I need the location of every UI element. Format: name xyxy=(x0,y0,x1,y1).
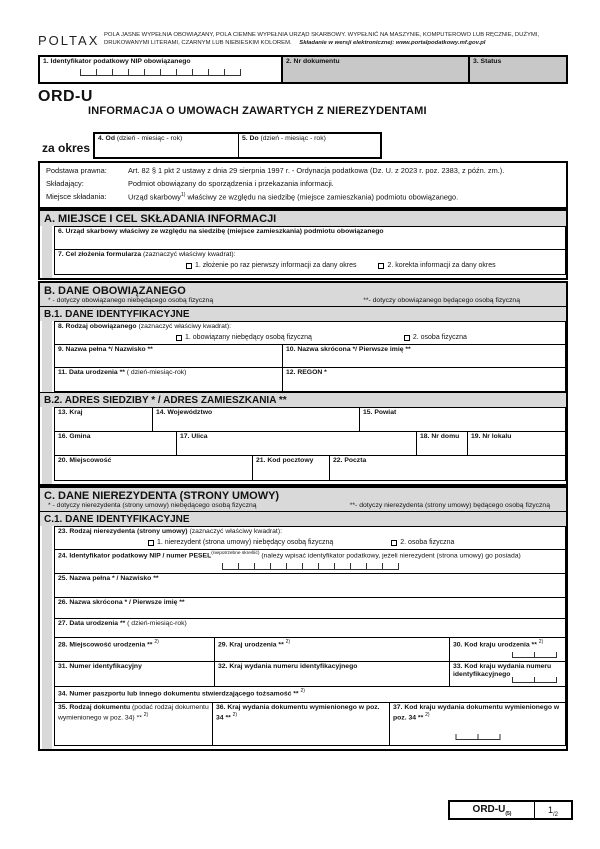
field-33-label: 33. Kod kraju wydania numeru identyfikacyjnego xyxy=(453,663,552,679)
field-19-nr-lokalu[interactable] xyxy=(468,431,566,456)
section-c-title: C. DANE NIEREZYDENTA (STRONY UMOWY) xyxy=(40,488,566,502)
country-code-ruler[interactable] xyxy=(512,677,557,683)
field-7-option-1: 1. złożenie po raz pierwszy informacji za dany okres xyxy=(195,262,357,270)
field-29-label: 29. Kraj urodzenia ** xyxy=(218,641,286,649)
field-35-note: (podać rodzaj dokumentu wymienionego w poz. 34) ** xyxy=(58,704,209,722)
country-code-ruler[interactable] xyxy=(512,652,557,658)
checkbox-23-1[interactable] xyxy=(148,540,154,546)
footnote-2-ref: 2) xyxy=(538,639,544,645)
nip-digit-ruler[interactable] xyxy=(80,69,241,76)
footer-form-code xyxy=(450,802,534,818)
footer-version-table xyxy=(448,800,573,820)
field-36-label: 36. Kraj wydania dokumentu wymienionego w poz. 34 ** xyxy=(216,704,380,722)
field-21-label: 21. Kod pocztowy xyxy=(256,457,314,464)
notice-line2-text: DRUKOWANYMI LITERAMI, CZARNYM LUB NIEBIESKIM KOLOREM. xyxy=(104,40,292,47)
field-37-kod-kraju-wydania-dokumentu[interactable] xyxy=(390,702,566,746)
field-17-ulica[interactable] xyxy=(177,431,417,456)
field-5-label: 5. Do xyxy=(242,135,259,142)
checkbox-23-2[interactable] xyxy=(391,540,397,546)
section-c xyxy=(38,486,568,751)
field-32-label: 32. Kraj wydania numeru identyfikacyjnego xyxy=(218,663,358,670)
field-24-nip-pesel[interactable] xyxy=(54,549,566,574)
field-17-label: 17. Ulica xyxy=(180,433,208,440)
field-18-label: 18. Nr domu xyxy=(420,433,460,440)
section-b-title: B. DANE OBOWIĄZANEGO xyxy=(40,283,566,297)
field-27-data-urodzenia[interactable] xyxy=(54,618,566,638)
field-23-label: 23. Rodzaj nierezydenta (strony umowy) xyxy=(58,528,188,535)
field-15-powiat[interactable] xyxy=(360,407,566,432)
field-25-nazwa-pelna[interactable] xyxy=(54,573,566,598)
page-total: /2 xyxy=(553,811,559,818)
checkbox-8-1[interactable] xyxy=(176,335,182,341)
form-title: INFORMACJA O UMOWACH ZAWARTYCH Z NIEREZYDENTAMI xyxy=(88,105,427,117)
field-30-kod-kraju-urodzenia[interactable] xyxy=(450,637,566,662)
field-19-label: 19. Nr lokalu xyxy=(471,433,512,440)
field-26-nazwa-skrocona[interactable] xyxy=(54,597,566,619)
field-23-note: (zaznaczyć właściwy kwadrat): xyxy=(189,528,282,535)
field-3-label: 3. Status xyxy=(473,58,502,65)
footer-version-sub: (5) xyxy=(505,811,512,817)
field-14-label: 14. Województwo xyxy=(156,409,213,416)
field-18-nr-domu[interactable] xyxy=(417,431,468,456)
footnote-1-ref: 1) xyxy=(180,191,186,198)
field-37-label: 37. Kod kraju wydania dokumentu wymienionego w poz. 34 ** xyxy=(393,704,560,722)
field-24-strike-note: (niepotrzebne skreślić) xyxy=(211,551,260,556)
field-1-nip[interactable] xyxy=(40,57,281,82)
page-number: 1 xyxy=(547,805,553,815)
field-7-cel-zlozenia[interactable] xyxy=(54,249,566,275)
field-4-label: 4. Od xyxy=(98,135,115,142)
legal-row-miejsce xyxy=(46,191,562,204)
field-16-gmina[interactable] xyxy=(54,431,177,456)
filling-notice xyxy=(104,31,571,48)
field-14-wojewodztwo[interactable] xyxy=(153,407,360,432)
footnote-2-ref: 2) xyxy=(425,712,430,719)
field-22-poczta[interactable] xyxy=(330,455,566,481)
field-8-label: 8. Rodzaj obowiązanego xyxy=(58,323,137,330)
period-label: za okres xyxy=(42,141,91,155)
legal-row-skladajacy xyxy=(46,178,562,191)
field-31-numer-identyfikacyjny[interactable] xyxy=(54,661,215,687)
miejsce-label: Miejsce składania: xyxy=(46,191,107,201)
field-23-option-1: 1. nierezydent (strona umowy) niebędący osobą fizyczną xyxy=(157,539,334,547)
field-7-label: 7. Cel złożenia formularza xyxy=(58,251,142,258)
field-34-label: 34. Numer paszportu lub innego dokumentu stwierdzającego tożsamość ** xyxy=(58,690,301,698)
field-4-note: (dzień - miesiąc - rok) xyxy=(116,135,183,142)
legal-row-podstawa xyxy=(46,165,562,178)
miejsce-text-post: właściwy ze względu na siedzibę (miejsce zamieszkania) podmiotu obowiązanego. xyxy=(185,192,459,202)
field-9-label: 9. Nazwa pełna */ Nazwisko ** xyxy=(58,346,153,353)
field-6-label: 6. Urząd skarbowy właściwy ze względu na siedzibę (miejsce zamieszkania) podmiotu obowiązanego xyxy=(58,228,384,235)
field-5-do[interactable] xyxy=(238,134,380,157)
field-27-note: ( dzień-miesiąc-rok) xyxy=(127,620,187,627)
field-34-numer-paszportu[interactable] xyxy=(54,686,566,703)
efiling-note: Składanie w wersji elektronicznej: www.portalpodatkowy.mf.gov.pl xyxy=(299,40,486,47)
field-10-nazwa-skrocona[interactable] xyxy=(283,344,566,368)
pesel-digit-ruler[interactable] xyxy=(222,563,399,570)
field-27-label: 27. Data urodzenia ** xyxy=(58,620,126,627)
field-20-label: 20. Miejscowość xyxy=(58,457,112,464)
section-c1-title: C.1. DANE IDENTYFIKACYJNE xyxy=(40,511,566,526)
section-b-legend-2: **- dotyczy obowiązanego będącego osobą fizyczną xyxy=(363,297,520,304)
field-11-label: 11. Data urodzenia ** xyxy=(58,369,125,376)
footnote-2-ref: 2) xyxy=(300,688,305,694)
country-code-ruler[interactable] xyxy=(455,734,500,740)
miejsce-text-pre: Urząd skarbowy xyxy=(128,192,181,202)
field-7-note: (zaznaczyć właściwy kwadrat): xyxy=(143,251,236,258)
section-c-legend-2: **- dotyczy nierezydenta (strony umowy) będącego osobą fizyczną xyxy=(349,502,550,509)
footer-code-text: ORD-U xyxy=(472,804,506,815)
field-1-label: 1. Identyfikator podatkowy NIP obowiązanego xyxy=(43,58,191,65)
field-28-miejscowosc-urodzenia[interactable] xyxy=(54,637,215,662)
footer-page-indicator xyxy=(534,802,571,818)
field-20-miejscowosc[interactable] xyxy=(54,455,253,481)
legal-basis-box xyxy=(38,161,568,209)
section-c-legend xyxy=(40,502,566,511)
checkbox-7-1[interactable] xyxy=(186,263,192,269)
field-25-label: 25. Nazwa pełna * / Nazwisko ** xyxy=(58,575,159,582)
field-3-status[interactable] xyxy=(468,57,566,82)
miejsce-text xyxy=(128,191,562,204)
section-c-legend-1: * - dotyczy nierezydenta (strony umowy) niebędącego osobą fizyczną xyxy=(48,502,257,509)
field-13-kraj[interactable] xyxy=(54,407,153,432)
header-id-table xyxy=(38,55,568,84)
form-code: ORD-U xyxy=(38,88,93,105)
notice-line2 xyxy=(104,39,571,47)
section-b xyxy=(38,281,568,486)
field-22-label: 22. Poczta xyxy=(333,457,367,464)
poltax-logo: POLTAX xyxy=(38,33,100,48)
period-table xyxy=(93,132,382,159)
field-26-label: 26. Nazwa skrócona * / Pierwsze imię ** xyxy=(58,599,185,606)
field-31-label: 31. Numer identyfikacyjny xyxy=(58,663,142,670)
field-5-note: (dzień - miesiąc - rok) xyxy=(260,135,326,142)
field-8-option-2: 2. osoba fizyczna xyxy=(412,334,467,342)
field-2-label: 2. Nr dokumentu xyxy=(286,58,340,65)
podstawa-label: Podstawa prawna: xyxy=(46,166,107,175)
field-24-note: (należy wpisać identyfikator podatkowy, jeżeli nierezydent (strona umowy) go posiada) xyxy=(259,552,521,560)
skladajacy-label: Składający: xyxy=(46,178,84,188)
checkbox-8-2[interactable] xyxy=(404,335,410,341)
field-35-rodzaj-dokumentu[interactable] xyxy=(54,702,213,746)
field-23-rodzaj-nierezydenta[interactable] xyxy=(54,526,566,550)
field-12-regon[interactable] xyxy=(283,367,566,392)
section-b2-title: B.2. ADRES SIEDZIBY * / ADRES ZAMIESZKANIA ** xyxy=(40,392,566,407)
skladajacy-text: Podmiot obowiązany do sporządzenia i przekazania informacji. xyxy=(128,178,334,188)
field-36-kraj-wydania-dokumentu[interactable] xyxy=(213,702,390,746)
field-11-data-urodzenia[interactable] xyxy=(54,367,283,392)
podstawa-text: Art. 82 § 1 pkt 2 ustawy z dnia 29 sierpnia 1997 r. - Ordynacja podatkowa (Dz. U. z 2023 r. poz. 2383, z późn. zm.). xyxy=(128,166,505,175)
field-10-label: 10. Nazwa skrócona */ Pierwsze imię ** xyxy=(286,346,411,353)
field-16-label: 16. Gmina xyxy=(58,433,91,440)
field-28-label: 28. Miejscowość urodzenia ** xyxy=(58,641,155,649)
field-6-urzad-skarbowy[interactable] xyxy=(54,226,566,250)
field-30-label: 30. Kod kraju urodzenia ** xyxy=(453,641,539,649)
footnote-2-ref: 2) xyxy=(154,639,159,645)
section-b-legend xyxy=(40,297,566,306)
section-b1-title: B.1. DANE IDENTYFIKACYJNE xyxy=(40,306,566,321)
notice-line1: POLA JASNE WYPEŁNIA OBOWIĄZANY, POLA CIEMNE WYPEŁNIA URZĄD SKARBOWY. WYPEŁNIĆ NA MASZYNIE, KOMPUTEROWO LUB RĘCZNIE, DUŻYMI, xyxy=(104,32,540,38)
field-7-option-2: 2. korekta informacji za dany okres xyxy=(387,262,496,270)
field-12-label: 12. REGON * xyxy=(286,369,327,376)
section-b-legend-1: * - dotyczy obowiązanego niebędącego osobą fizyczną xyxy=(48,297,214,304)
section-a-title: A. MIEJSCE I CEL SKŁADANIA INFORMACJI xyxy=(40,211,566,226)
field-24-label: 24. Identyfikator podatkowy NIP / numer PESEL xyxy=(58,552,212,560)
field-23-option-2: 2. osoba fizyczna xyxy=(400,539,455,547)
field-2-nr-dokumentu[interactable] xyxy=(281,57,468,82)
field-35-label: 35. Rodzaj dokumentu xyxy=(58,704,131,711)
field-9-nazwa-pelna[interactable] xyxy=(54,344,283,368)
field-13-label: 13. Kraj xyxy=(58,409,83,416)
footnote-2-ref: 2) xyxy=(232,712,238,719)
field-33-kod-kraju-wydania-numeru[interactable] xyxy=(450,661,566,687)
footnote-2-ref: 2) xyxy=(285,639,291,645)
field-32-kraj-wydania-numeru[interactable] xyxy=(215,661,450,687)
checkbox-7-2[interactable] xyxy=(378,263,384,269)
field-21-kod-pocztowy[interactable] xyxy=(253,455,330,481)
field-8-rodzaj-obowiazanego[interactable] xyxy=(54,321,566,345)
section-a xyxy=(38,209,568,280)
field-4-od[interactable] xyxy=(95,134,238,157)
footnote-2-ref: 2) xyxy=(143,712,149,719)
field-15-label: 15. Powiat xyxy=(363,409,397,416)
field-11-note: ( dzień-miesiąc-rok) xyxy=(126,369,187,376)
field-8-note: (zaznaczyć właściwy kwadrat): xyxy=(138,323,231,330)
field-8-option-1: 1. obowiązany niebędący osobą fizyczną xyxy=(185,334,312,342)
field-29-kraj-urodzenia[interactable] xyxy=(215,637,450,662)
